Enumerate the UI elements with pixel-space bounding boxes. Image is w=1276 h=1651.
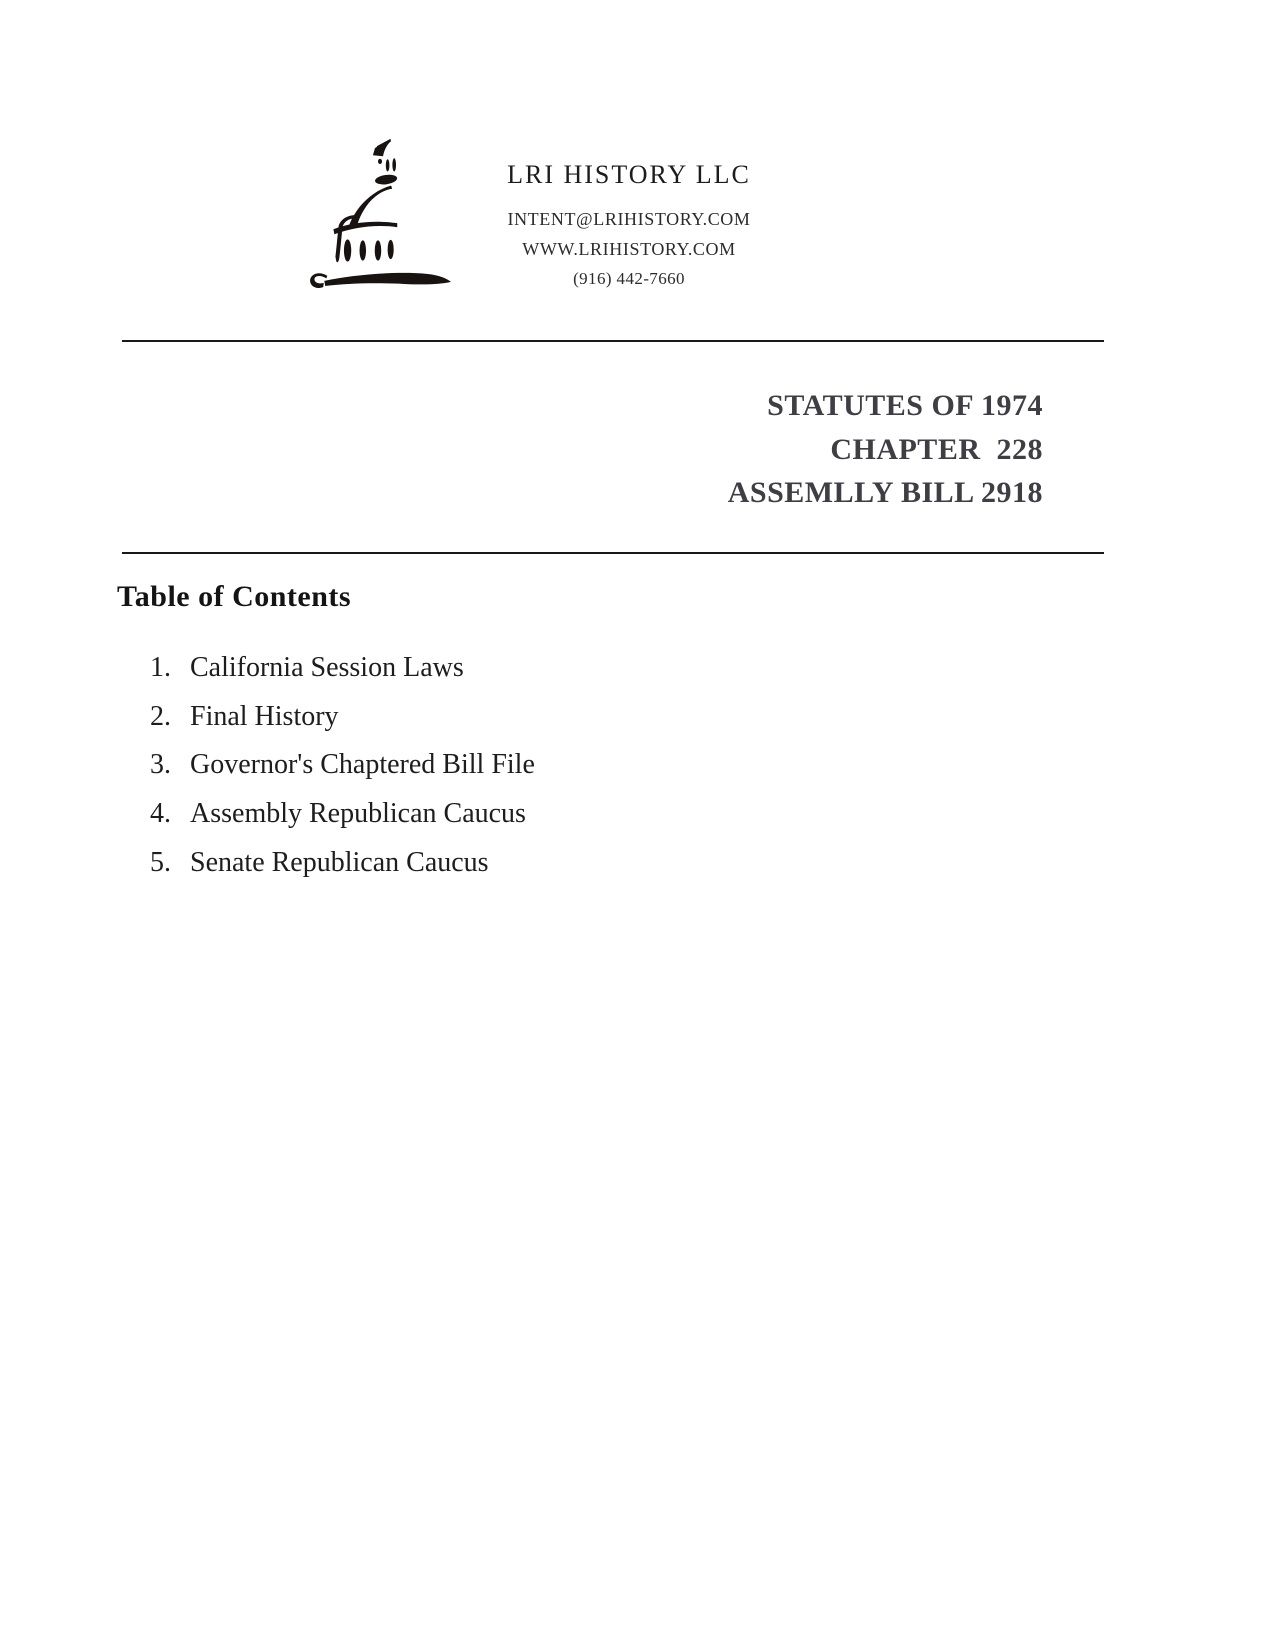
company-phone: (916) 442-7660 (573, 269, 685, 288)
toc-item-number: 2. (150, 700, 171, 732)
company-name: LRI HISTORY LLC (507, 160, 751, 189)
toc-item-label: Final History (190, 700, 339, 732)
assembly-bill-line: ASSEMLLY BILL 2918 (727, 476, 1043, 509)
chapter-number-line: CHAPTER 228 (830, 432, 1043, 466)
toc-item-number: 1. (150, 652, 171, 683)
company-website: WWW.LRIHISTORY.COM (522, 239, 736, 259)
company-email: INTENT@LRIHISTORY.COM (507, 209, 751, 229)
toc-item-label: Senate Republican Caucus (190, 846, 489, 878)
toc-item-number: 3. (150, 749, 171, 781)
capitol-dome-logo-icon (303, 134, 455, 290)
toc-item-label: California Session Laws (190, 652, 464, 683)
bill-title-block (728, 384, 1043, 515)
toc-list (150, 653, 535, 896)
top-divider (122, 340, 1104, 342)
toc-item (150, 702, 535, 751)
toc-item (150, 799, 535, 848)
toc-item-label: Assembly Republican Caucus (190, 798, 526, 830)
toc-item (150, 653, 535, 702)
toc-item-label: Governor's Chaptered Bill File (190, 749, 535, 781)
toc-heading: Table of Contents (117, 580, 352, 613)
toc-item (150, 750, 535, 799)
bottom-divider (122, 552, 1104, 554)
statutes-year-line: STATUTES OF 1974 (767, 389, 1043, 422)
toc-item (150, 848, 535, 897)
toc-item-number: 4. (150, 798, 171, 830)
toc-item-number: 5. (150, 846, 171, 878)
